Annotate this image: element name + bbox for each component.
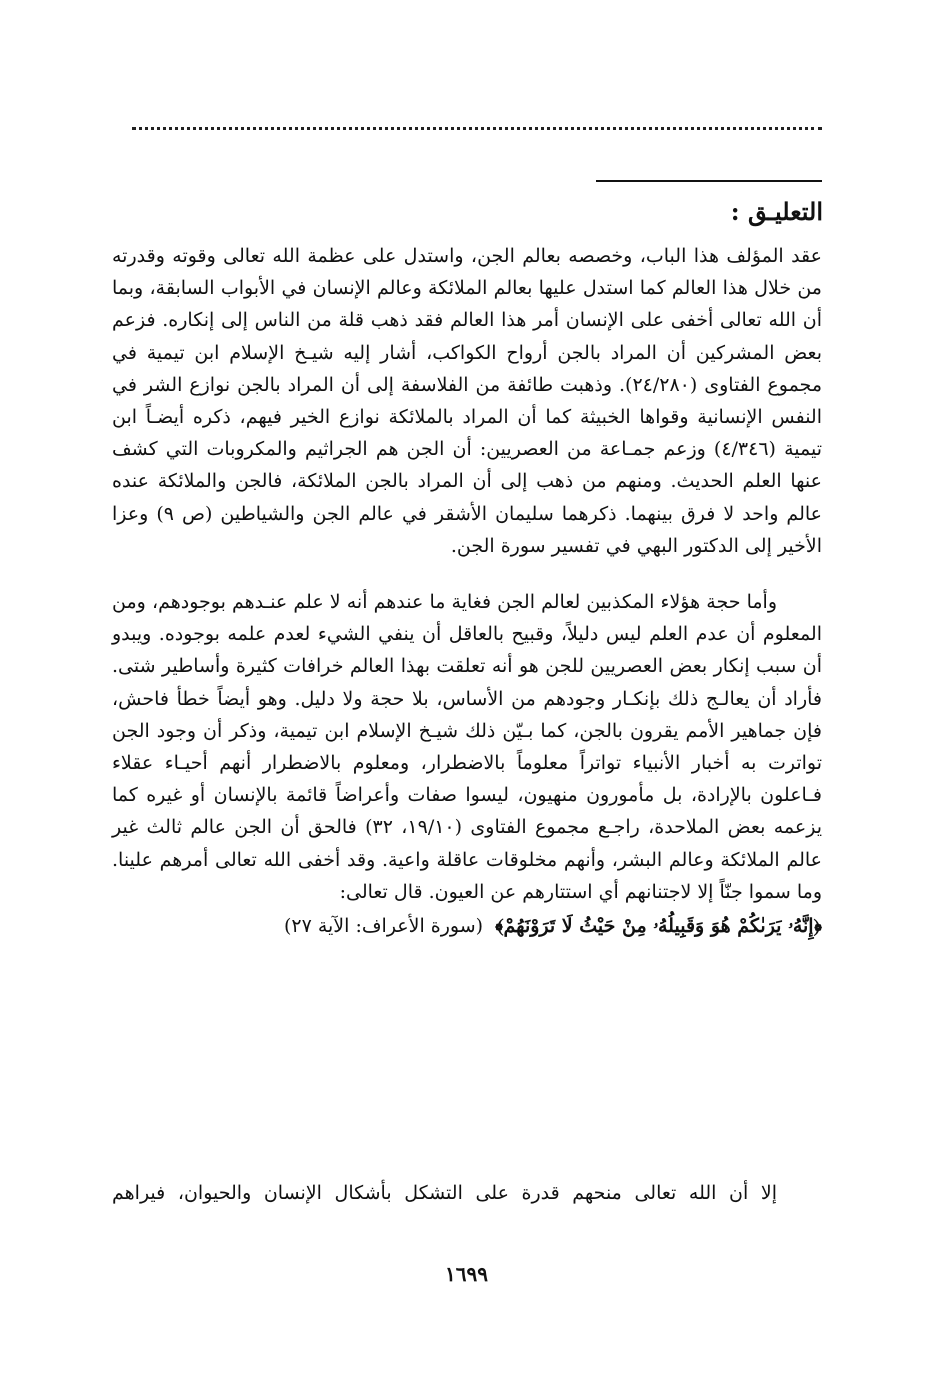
dotted-separator bbox=[132, 127, 822, 130]
commentary-heading: التعليـق : bbox=[730, 197, 823, 226]
verse-reference: (سورة الأعراف: الآية ٢٧) bbox=[283, 915, 484, 938]
quran-verse-line bbox=[112, 908, 822, 944]
page-number bbox=[0, 1262, 933, 1286]
footnote-rule bbox=[596, 180, 822, 182]
commentary-body bbox=[112, 240, 822, 944]
paragraph-3: إلا أن الله تعالى منحهم قدرة على التشكل بأشكال الإنسان والحيوان، فيراهم bbox=[112, 1182, 777, 1204]
page-number-text: ١٦٩٩ bbox=[445, 1262, 488, 1286]
quran-verse: ﴿إِنَّهُۥ يَرَىٰكُمْ هُوَ وَقَبِيلُهُۥ مِنْ حَيْثُ لَا تَرَوْنَهُمْ﴾ bbox=[495, 915, 822, 938]
paragraph-2: وأما حجة هؤلاء المكذبين لعالم الجن فغاية ما عندهم أنه لا علم عنـدهم بوجودهم، ومن المعلوم أن عدم العلم ليس دليلاً، وقبيح بالعاقل أن ينفي الشيء لعدم علمه بوجوده. ويبدو أن سبب إنكار بعض العصريين للجن هو أنه تعلقت بهذا العالم خرافات كثيرة وأساطير شتى. فأراد أن يعالـج ذلك بإنكـار وجودهم من الأساس، بلا حجة ولا دليل. وهو أيضاً خطأ فاحش، فإن جماهير الأمم يقرون بالجن، كما بـيّن ذلك شيـخ الإسلام ابن تيمية، وذكر أن وجود الجن تواترت به أخبار الأنبياء تواتراً معلوماً بالاضطرار، ومعلوم بالاضطرار أنهم أحيـاء عقلاء فـاعلون بالإرادة، بل مأمورون منهيون، ليسوا صفات وأعراضاً قائمة بالإنسان أو غيره كما يزعمه بعض الملاحدة، راجـع مجموع الفتاوى (١٩/١٠، ٣٢) فالحق أن الجن عالم ثالث غير عالم الملائكة وعالم البشر، وأنهم مخلوقات عاقلة واعية. وقد أخفى الله تعالى أمرهم علينا. وما سموا جنّاً إلا لاجتنانهم أي استتارهم عن العيون. قال تعالى: bbox=[112, 591, 823, 903]
paragraph-1: عقد المؤلف هذا الباب، وخصصه بعالم الجن، واستدل على عظمة الله تعالى وقوته وقدرته من خلال هذا العالم كما استدل عليها بعالم الملائكة وعالم الإنسان في الأبواب السابقة، وبما أن الله تعالى أخفى على الإنسان أمر هذا العالم فقد ذهب قلة من الناس إلى إنكاره. فزعم بعض المشركين أن المراد بالجن أرواح الكواكب، أشار إليه شيـخ الإسلام ابن تيمية في مجموع الفتاوى (٢٤/٢٨٠). وذهبت طائفة من الفلاسفة إلى أن المراد بالجن نوازع الشر في النفس الإنسانية وقواها الخبيثة كما أن المراد بالملائكة نوازع الخير فيهم، ذكره أيضـاً ابن تيمية (٤/٣٤٦) وزعم جمـاعة من العصريين: أن الجن هم الجراثيم والمكروبات التي كشف عنها العلم الحديث. ومنهم من ذهب إلى أن المراد بالجن الملائكة، فالجن والملائكة عنده عالم واحد لا فرق بينهما. ذكرهما سليمان الأشقر في عالم الجن والشياطين (ص ٩) وعزا الأخير إلى الدكتور البهي في تفسير سورة الجن. bbox=[112, 245, 822, 557]
